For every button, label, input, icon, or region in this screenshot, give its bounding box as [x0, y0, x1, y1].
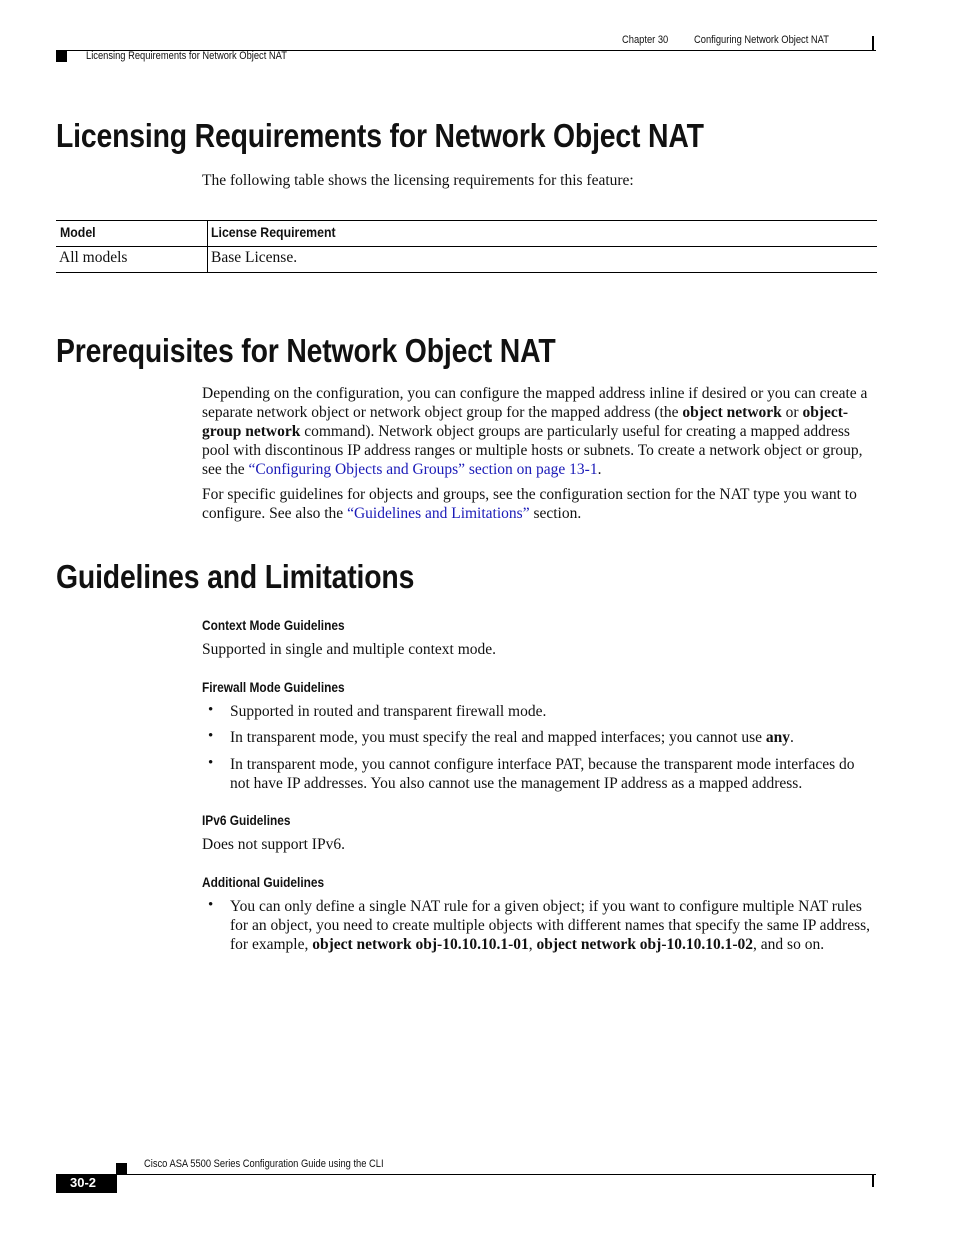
- bullet-icon: •: [208, 702, 214, 718]
- cmd-object-group-network: object-group network: [202, 404, 849, 440]
- header-marker-bar: [872, 36, 874, 50]
- header-section-title: Licensing Requirements for Network Object NAT: [86, 50, 287, 62]
- bullet-icon: •: [208, 755, 214, 771]
- footer-square-marker: [116, 1163, 127, 1174]
- additional-subheading: Additional Guidelines: [202, 875, 325, 890]
- ipv6-text: Does not support IPv6.: [202, 836, 345, 853]
- table-column-divider: [207, 220, 208, 272]
- header-chapter: Chapter 30: [622, 34, 669, 46]
- context-mode-subheading: Context Mode Guidelines: [202, 618, 345, 633]
- prerequisites-heading: Prerequisites for Network Object NAT: [56, 332, 556, 369]
- bullet-icon: •: [208, 897, 214, 913]
- cmd-example-2: object network obj-10.10.10.1-02: [536, 936, 754, 953]
- table-top-rule: [56, 220, 877, 221]
- licensing-heading: Licensing Requirements for Network Object NAT: [56, 117, 704, 154]
- header-square-marker: [56, 51, 67, 62]
- table-header-license: License Requirement: [211, 224, 336, 240]
- table-header-rule: [56, 246, 877, 247]
- footer-page-number: 30-2: [70, 1175, 97, 1190]
- context-mode-text: Supported in single and multiple context mode.: [202, 641, 497, 658]
- firewall-mode-subheading: Firewall Mode Guidelines: [202, 680, 345, 695]
- table-bottom-rule: [56, 272, 877, 273]
- prerequisites-paragraph-1: Depending on the configuration, you can configure the mapped address inline if desired or you can create a separate network object or network object group for the mapped address (the object network or object-group network command). Network object groups are particularly useful for creating a mapped address pool with discontinous IP address ranges or multiple hosts or subnets. To create a network object or group, see the “Configuring Objects and Groups” section on page 13-1.: [202, 385, 868, 478]
- licensing-intro: The following table shows the licensing requirements for this feature:: [202, 172, 634, 189]
- header-chapter-title: Configuring Network Object NAT: [694, 34, 829, 46]
- objects-groups-link[interactable]: “Configuring Objects and Groups” section on page 13-1: [248, 461, 598, 478]
- prerequisites-paragraph-2: For specific guidelines for objects and groups, see the configuration section for the NAT type you want to configure. See also the “Guidelines and Limitations” section.: [202, 486, 857, 522]
- keyword-any: any: [765, 729, 790, 746]
- footer-rule: [56, 1174, 876, 1175]
- footer-marker-bar: [872, 1175, 874, 1187]
- cmd-example-1: object network obj-10.10.10.1-01: [312, 936, 529, 953]
- guidelines-heading: Guidelines and Limitations: [56, 558, 415, 595]
- ipv6-subheading: IPv6 Guidelines: [202, 813, 291, 828]
- table-cell-model: All models: [59, 249, 128, 266]
- table-header-model: Model: [60, 224, 96, 240]
- guidelines-link[interactable]: “Guidelines and Limitations”: [347, 505, 530, 522]
- cmd-object-network: object network: [682, 404, 782, 421]
- footer-book-title: Cisco ASA 5500 Series Configuration Guide using the CLI: [144, 1158, 384, 1170]
- bullet-icon: •: [208, 728, 214, 744]
- table-cell-license: Base License.: [211, 249, 298, 266]
